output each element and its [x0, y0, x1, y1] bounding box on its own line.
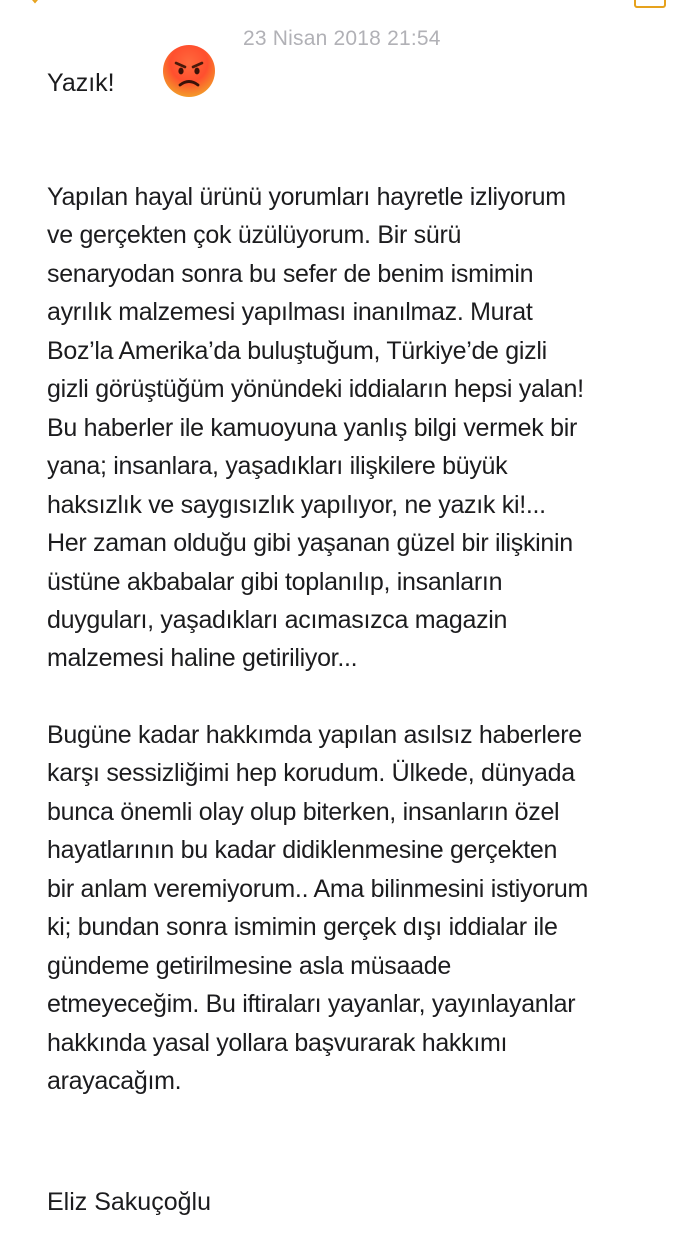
share-icon[interactable]: [634, 0, 666, 8]
partial-toolbar-icon[interactable]: [30, 0, 40, 4]
note-body[interactable]: [47, 178, 692, 1100]
note-signature: Eliz Sakuçoğlu: [47, 1188, 211, 1216]
pouting-face-icon: [161, 43, 217, 99]
paragraph-1: Yapılan hayal ürünü yorumları hayretle izliyorum ve gerçekten çok üzülüyorum. Bir sürü senaryodan sonra bu sefer de benim ismimin ayrılık malzemesi yapılması inanılmaz. Murat Boz’la Amerika’da buluştuğum, Türkiye’de gizli gizli görüştüğüm yönündeki iddiaların hepsi yalan! Bu haberler ile kamuoyuna yanlış bilgi vermek bir yana; insanlara, yaşadıkları ilişkilere büyük haksızlık ve saygısızlık yapılıyor, ne yazık ki!... Her zaman olduğu gibi yaşanan güzel bir ilişkinin üstüne akbabalar gibi toplanılıp, insanların duyguları, yaşadıkları acımasızca magazin malzemesi haline getiriliyor...: [47, 183, 584, 673]
note-greeting[interactable]: Yazık!: [47, 69, 115, 97]
paragraph-2: Bugüne kadar hakkımda yapılan asılsız haberlere karşı sessizliğimi hep korudum. Ülkede, dünyada bunca önemli olay olup biterken, insanların özel hayatlarının bu kadar didiklenmesine gerçekten bir anlam veremiyorum.. Ama bilinmesini istiyorum ki; bundan sonra ismimin gerçek dışı iddialar ile gündeme getirilmesine asla müsaade etmeyeceğim. Bu iftiraları yayanlar, yayınlayanlar hakkında yasal yollara başvurarak hakkımı arayacağım.: [47, 720, 589, 1095]
note-timestamp: 23 Nisan 2018 21:54: [243, 27, 441, 50]
